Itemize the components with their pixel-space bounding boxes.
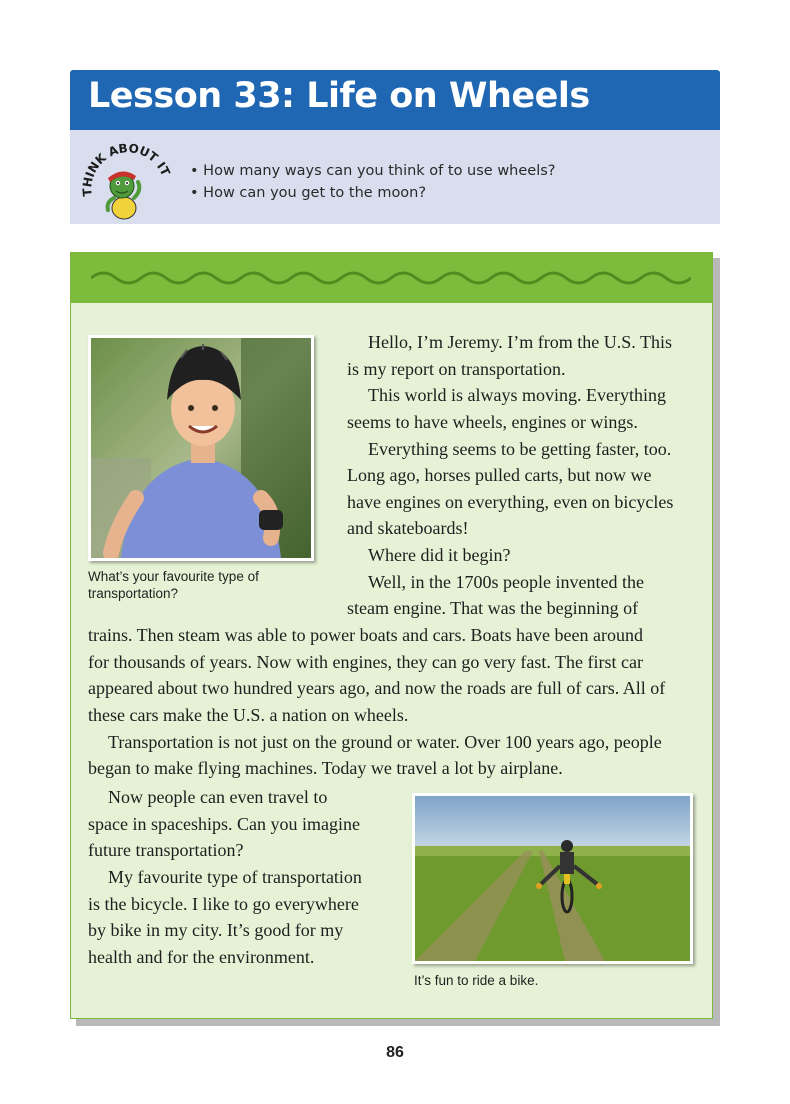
article-line: steam engine. That was the beginning of [347,598,639,618]
question-item: • How can you get to the moon? [190,182,556,204]
article-line: and skateboards! [347,518,469,538]
article-line: Everything seems to be getting faster, too. [368,439,672,459]
bike-photo-caption: It’s fun to ride a bike. [414,973,539,988]
article-line: Well, in the 1700s people invented the [368,572,644,592]
article-line: future transportation? [88,840,244,860]
article-line: Hello, I’m Jeremy. I’m from the U.S. This [368,332,672,352]
article-line: seems to have wheels, engines or wings. [347,412,638,432]
article-line: My favourite type of transportation [108,867,362,887]
bike-photo [412,793,693,964]
think-about-it-questions [190,160,556,204]
think-about-it-box [70,130,720,224]
page-number: 86 [386,1044,404,1061]
think-about-it-logo [78,136,174,220]
article-line: have engines on everything, even on bicycles [347,492,674,512]
article-line: appeared about two hundred years ago, and now the roads are full of cars. All of [88,678,666,698]
boy-photo [88,335,314,561]
article-line: This world is always moving. Everything [368,385,666,405]
question-item: • How many ways can you think of to use wheels? [190,160,556,182]
article-line: for thousands of years. Now with engines, they can go very fast. The first car [88,652,644,672]
article-line: Now people can even travel to [108,787,328,807]
article-line: began to make flying machines. Today we travel a lot by airplane. [88,758,563,778]
article-line: space in spaceships. Can you imagine [88,814,360,834]
article-line: by bike in my city. It’s good for my [88,920,344,940]
think-about-it-label: THINK ABOUT IT [80,141,173,197]
article-line: health and for the environment. [88,947,315,967]
article-line: is my report on transportation. [347,359,566,379]
article-line: is the bicycle. I like to go everywhere [88,894,359,914]
article-line: these cars make the U.S. a nation on wheels. [88,705,409,725]
wavy-line-decoration [91,265,691,291]
lesson-title: Lesson 33: Life on Wheels [88,76,590,116]
article-line: trains. Then steam was able to power boats and cars. Boats have been around [88,625,643,645]
lesson-title-bar [70,70,720,130]
article-line: Transportation is not just on the ground or water. Over 100 years ago, people [108,732,662,752]
boy-photo-caption: What’s your favourite type of transportation? [88,569,259,601]
panel-header-band [71,253,712,303]
article-line: Long ago, horses pulled carts, but now we [347,465,652,485]
article-line: Where did it begin? [368,545,511,565]
